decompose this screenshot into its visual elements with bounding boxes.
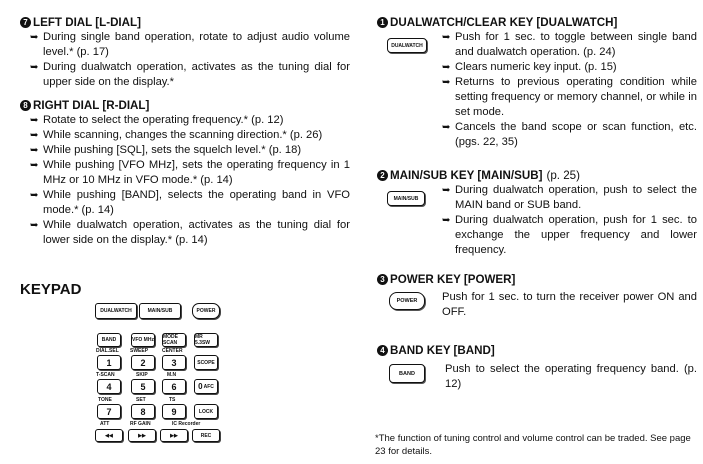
- section-number-badge: 2: [377, 170, 388, 181]
- band-section: [377, 343, 697, 392]
- list-item-text: Push for 1 sec. to toggle between single band and dualwatch operation. (p. 24): [455, 31, 697, 58]
- keypad-heading: KEYPAD: [20, 281, 82, 298]
- arrow-icon: ➥: [30, 32, 39, 43]
- list-item-text: While scanning, changes the scanning direction.* (p. 26): [43, 129, 323, 141]
- band-heading: [377, 343, 697, 358]
- arrow-icon: ➥: [442, 62, 451, 73]
- arrow-icon: ➥: [442, 32, 451, 43]
- fast-forward-key: ▶▶: [128, 429, 156, 442]
- tone-label: TONE: [98, 397, 112, 403]
- sweep-label: SWEEP: [130, 348, 149, 354]
- list-item-text: Clears numeric key input. (p. 15): [455, 61, 617, 73]
- mainsub-section: [377, 168, 697, 258]
- key-7: 7: [97, 404, 121, 419]
- afc-label: AFC: [203, 383, 214, 390]
- list-item: [442, 60, 697, 75]
- list-item-text: During dualwatch operation, activates as the tuning dial for upper side on the display.*: [43, 61, 350, 88]
- left-dial-section: [20, 15, 350, 90]
- key-4: 4: [97, 379, 121, 394]
- arrow-icon: ➥: [30, 145, 39, 156]
- section-number-badge: 1: [377, 17, 388, 28]
- rec-key: REC: [192, 429, 220, 442]
- dualwatch-section: [377, 15, 697, 150]
- band-key-icon: BAND: [389, 364, 425, 383]
- arrow-icon: ➥: [442, 215, 451, 226]
- left-dial-title: LEFT DIAL [L-DIAL]: [33, 16, 141, 29]
- section-number-badge: 4: [377, 345, 388, 356]
- list-item: [442, 213, 697, 258]
- section-number-badge: 8: [20, 100, 31, 111]
- key-3: 3: [162, 355, 186, 370]
- tscan-label: T-SCAN: [96, 372, 115, 378]
- key-8: 8: [131, 404, 155, 419]
- dualwatch-key-icon: DUALWATCH: [387, 38, 427, 53]
- arrow-icon: ➥: [30, 190, 39, 201]
- key-9: 9: [162, 404, 186, 419]
- arrow-icon: ➥: [30, 130, 39, 141]
- section-number-badge: 7: [20, 17, 31, 28]
- mainsub-title: MAIN/SUB KEY [MAIN/SUB]: [390, 169, 543, 182]
- list-item: [30, 218, 350, 248]
- arrow-icon: ➥: [30, 220, 39, 231]
- list-item: [30, 158, 350, 188]
- list-item: [30, 188, 350, 218]
- dialsel-label: DIAL.SEL: [96, 348, 119, 354]
- key-1: 1: [97, 355, 121, 370]
- mainsub-key: MAIN/SUB: [139, 303, 181, 319]
- key-0: [194, 379, 218, 394]
- dualwatch-title: DUALWATCH/CLEAR KEY [DUALWATCH]: [390, 16, 618, 29]
- mainsub-page-ref: (p. 25): [546, 169, 580, 182]
- dualwatch-heading: [377, 15, 697, 30]
- band-title: BAND KEY [BAND]: [390, 344, 495, 357]
- key-0-digit: 0: [198, 382, 203, 391]
- arrow-icon: ➥: [30, 115, 39, 126]
- key-6: 6: [162, 379, 186, 394]
- power-section: [377, 272, 697, 320]
- list-item-text: Cancels the band scope or scan function, etc. (pgs. 22, 35): [455, 121, 697, 148]
- list-item: [30, 143, 350, 158]
- list-item: [442, 120, 697, 150]
- right-dial-title: RIGHT DIAL [R-DIAL]: [33, 99, 150, 112]
- footnote: *The function of tuning control and volume control can be traded. See page 23 for details.: [375, 433, 691, 457]
- band-description: Push to select the operating frequency band. (p. 12): [445, 363, 697, 390]
- power-key-icon: POWER: [389, 292, 425, 310]
- arrow-icon: ➥: [442, 185, 451, 196]
- list-item-text: While pushing [BAND], selects the operating band in VFO mode.* (p. 14): [43, 189, 350, 216]
- list-item-text: Rotate to select the operating frequency.* (p. 12): [43, 114, 284, 126]
- play-key: ▶▶: [160, 429, 188, 442]
- dualwatch-key: DUALWATCH: [95, 303, 137, 319]
- key-2: 2: [131, 355, 155, 370]
- mainsub-heading: [377, 168, 697, 183]
- key-5: 5: [131, 379, 155, 394]
- power-key: POWER: [192, 303, 220, 319]
- list-item-text: While pushing [VFO MHz], sets the operating frequency in 1 MHz or 10 MHz in VFO mode.* (p. 14): [43, 159, 350, 186]
- scope-key: SCOPE: [194, 355, 218, 370]
- band-key: BAND: [97, 333, 121, 347]
- list-item: [442, 30, 697, 60]
- list-item-text: Returns to previous operating condition while setting frequency or memory channel, or while in set mode.: [455, 76, 697, 118]
- power-heading: [377, 272, 697, 287]
- rfgain-label: RF GAIN: [130, 421, 151, 427]
- list-item: [442, 75, 697, 120]
- right-dial-section: [20, 98, 350, 248]
- power-description: Push for 1 sec. to turn the receiver power ON and OFF.: [442, 291, 697, 318]
- list-item: [30, 128, 350, 143]
- arrow-icon: ➥: [442, 77, 451, 88]
- arrow-icon: ➥: [30, 62, 39, 73]
- mode-scan-key: MODE SCAN: [162, 333, 186, 347]
- lock-key: LOCK: [194, 404, 218, 419]
- list-item: [30, 60, 350, 90]
- set-label: SET: [136, 397, 146, 403]
- vfo-key: VFO MHz: [131, 333, 155, 347]
- arrow-icon: ➥: [30, 160, 39, 171]
- mainsub-key-icon: MAIN/SUB: [387, 191, 425, 206]
- section-number-badge: 3: [377, 274, 388, 285]
- att-label: ATT: [100, 421, 110, 427]
- mn-label: M.N: [167, 372, 177, 378]
- list-item: [30, 113, 350, 128]
- list-item: [442, 183, 697, 213]
- ts-label: TS: [169, 397, 176, 403]
- list-item: [30, 30, 350, 60]
- right-dial-heading: [20, 98, 350, 113]
- list-item-text: During single band operation, rotate to adjust audio volume level.* (p. 17): [43, 31, 350, 58]
- list-item-text: During dualwatch operation, push to select the MAIN band or SUB band.: [455, 184, 697, 211]
- list-item-text: While dualwatch operation, activates as the tuning dial for lower side on the display.* (p. 14): [43, 219, 350, 246]
- rewind-key: ◀◀: [95, 429, 123, 442]
- keypad-illustration: [92, 301, 222, 446]
- power-title: POWER KEY [POWER]: [390, 273, 516, 286]
- center-label: CENTER: [162, 348, 183, 354]
- list-item-text: While pushing [SQL], sets the squelch level.* (p. 18): [43, 144, 302, 156]
- list-item-text: During dualwatch operation, push for 1 sec. to exchange the upper frequency and lower frequency.: [455, 214, 697, 256]
- arrow-icon: ➥: [442, 122, 451, 133]
- mr-key: MR 5.3SW: [194, 333, 218, 347]
- left-dial-heading: [20, 15, 350, 30]
- icrec-label: IC Recorder: [172, 421, 201, 427]
- skip-label: SKIP: [136, 372, 148, 378]
